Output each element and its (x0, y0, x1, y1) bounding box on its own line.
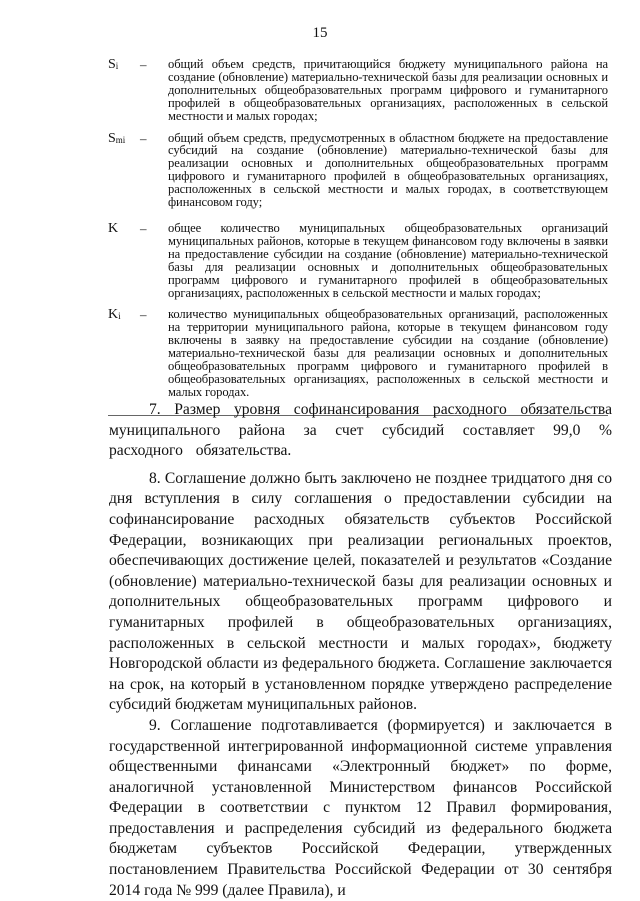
paragraph-7: 7. Размер уровня софинансирования расходного обязательства муниципального района за счет субсидий составляет 99,0 % расходного обязательства. (109, 401, 612, 460)
definition-symbol: $S_i$ (108, 57, 119, 72)
definition-text: количество муниципальных общеобразовательных организаций, расположенных на территории муниципального района, которые в текущем финансовом году включены в заявку на предоставление субсидии на создание (обновление) материально-технической базы для реализации основных и дополнительных общеобразовательных программ цифрового и гуманитарного профилей в общеобразовательных организациях, расположенных в сельской местности и малых городах. (168, 307, 608, 399)
definitions-list (108, 58, 608, 416)
paragraph-9: 9. Соглашение подготавливается (формируется) и заключается в государственной интегрированной информационной системе управления общественными финансами «Электронный бюджет» по форме, аналогичной установленной Министерством финансов Российской Федерации в соответствии с пунктом 12 Правил формирования, предоставления и распределения субсидий из федерального бюджета бюджетам субъектов Российской Федерации, утвержденных постановлением Правительства Российской Федерации от 30 сентября 2014 года № 999 (далее Правила), и (109, 716, 612, 899)
definition-row-smi (108, 132, 608, 209)
definition-row-si (108, 58, 608, 123)
definition-row-ki (108, 308, 608, 398)
definition-dash: – (140, 307, 147, 323)
definition-text: общее количество муниципальных общеобразовательных организаций муниципальных районов, которые в текущем финансовом году включены в заявки на предоставление субсидии на создание (обновление) материально-технической базы для реализации основных и дополнительных общеобразовательных программ цифрового и гуманитарного профилей в общеобразовательных организациях, расположенных в сельской местности и малых городах; (168, 220, 608, 300)
definition-text: общий объем средств, предусмотренных в областном бюджете на предоставление субсидий на создание (обновление) материально-технической базы для реализации основных и дополнительных общеобразовательных программ цифрового и гуманитарного профилей в общеобразовательных организациях, расположенных в сельской местности и малых городах, в соответствующем финансовом году; (168, 130, 608, 210)
definition-symbol: $S_{mi}$ (108, 130, 126, 146)
paragraph-8: 8. Соглашение должно быть заключено не позднее тридцатого дня со дня вступления в силу соглашения о предоставлении субсидии на софинансирование расходных обязательств субъектов Российской Федерации, возникающих при реализации региональных проектов, обеспечивающих достижение целей, показателей и результатов «Создание (обновление) материально-технической базы для реализации основных и дополнительных общеобразовательных программ цифрового и гуманитарных профилей в общеобразовательных организациях, расположенных в сельской местности и малых городах», бюджету Новгородской области из федерального бюджета. Соглашение заключается на срок, на который в установленном порядке утверждено распределение субсидий бюджетам муниципальных районов. (109, 469, 612, 714)
definition-symbol: K (108, 220, 119, 236)
body-paragraphs (109, 400, 612, 901)
definition-dash: – (140, 220, 147, 236)
definition-text: общий объем средств, причитающийся бюджету муниципального района на создание (обновление) материально-технической базы для реализации основных и дополнительных общеобразовательных программ цифрового и гуманитарного профилей в общеобразовательных организациях, расположенных в сельской местности и малых городах; (168, 57, 608, 123)
definition-row-k (108, 222, 608, 299)
definition-symbol: $K_i$ (108, 307, 121, 323)
definition-dash: – (140, 57, 147, 72)
page-number: 15 (312, 25, 328, 41)
definition-dash: – (140, 130, 147, 146)
